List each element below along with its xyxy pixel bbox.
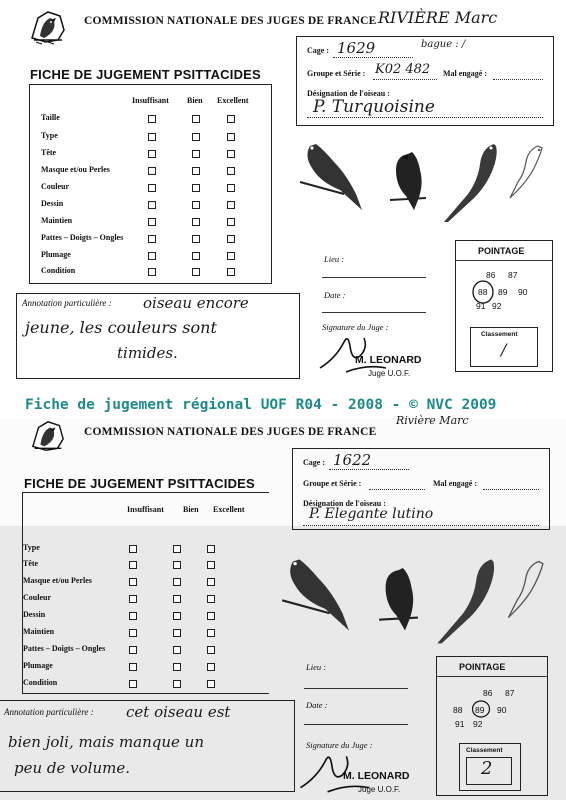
- cage-line: [333, 57, 413, 58]
- checkbox-insuffisant[interactable]: [148, 115, 156, 123]
- score-88[interactable]: 88: [453, 705, 463, 715]
- checkbox-excellent[interactable]: [207, 595, 215, 603]
- criterion-label: Pattes – Doigts – Ongles: [23, 644, 106, 653]
- checkbox-excellent[interactable]: [227, 133, 235, 141]
- checkbox-excellent[interactable]: [207, 545, 215, 553]
- parrot-illustrations: [280, 548, 558, 644]
- checkbox-bien[interactable]: [173, 595, 181, 603]
- checkbox-excellent[interactable]: [207, 561, 215, 569]
- checkbox-insuffisant[interactable]: [148, 268, 156, 276]
- checkbox-bien[interactable]: [192, 184, 200, 192]
- criteria-table: [29, 84, 272, 284]
- criterion-label: Masque et/ou Perles: [41, 165, 110, 174]
- checkbox-excellent[interactable]: [227, 184, 235, 192]
- column-excellent: Excellent: [217, 96, 249, 105]
- judge-name-handwritten: RIVIÈRE Marc: [378, 8, 498, 27]
- score-88[interactable]: 88: [478, 287, 488, 297]
- criterion-label: Type: [23, 543, 40, 552]
- score-89[interactable]: 89: [475, 705, 485, 715]
- criterion-label: Dessin: [23, 610, 46, 619]
- checkbox-insuffisant[interactable]: [129, 578, 137, 586]
- checkbox-bien[interactable]: [173, 612, 181, 620]
- form-title: FICHE DE JUGEMENT PSITTACIDES: [30, 67, 261, 82]
- annotation-line-1[interactable]: cet oiseau est: [126, 703, 231, 721]
- ringneck-parakeet-icon: [437, 559, 494, 643]
- groupe-value[interactable]: K02 482: [375, 62, 431, 77]
- cage-label: Cage :: [303, 458, 325, 467]
- checkbox-bien[interactable]: [192, 133, 200, 141]
- checkbox-excellent[interactable]: [207, 578, 215, 586]
- checkbox-excellent[interactable]: [207, 646, 215, 654]
- groupe-label: Groupe et Série :: [307, 69, 366, 78]
- column-bien: Bien: [183, 505, 199, 514]
- designation-line: [303, 525, 539, 526]
- score-circle-mark-icon: [470, 277, 496, 305]
- annotation-box: [0, 700, 295, 792]
- checkbox-insuffisant[interactable]: [129, 663, 137, 671]
- checkbox-insuffisant[interactable]: [129, 646, 137, 654]
- checkbox-insuffisant[interactable]: [148, 133, 156, 141]
- criteria-table: [22, 492, 269, 694]
- caption-banner: Fiche de jugement régional UOF R04 - 2008 - © NVC 2009: [25, 397, 497, 413]
- checkbox-excellent[interactable]: [227, 252, 235, 260]
- checkbox-bien[interactable]: [192, 252, 200, 260]
- score-92[interactable]: 92: [492, 301, 502, 311]
- date-label: Date :: [306, 700, 328, 710]
- mal-engage-label: Mal engagé :: [443, 69, 487, 78]
- cage-value[interactable]: 1629: [337, 39, 376, 57]
- form-title: FICHE DE JUGEMENT PSITTACIDES: [24, 476, 255, 491]
- checkbox-bien[interactable]: [192, 218, 200, 226]
- mal-engage-label: Mal engagé :: [433, 479, 477, 488]
- score-86[interactable]: 86: [486, 270, 496, 280]
- judge-stamp-name: M. LEONARD: [355, 354, 422, 366]
- checkbox-excellent[interactable]: [227, 201, 235, 209]
- annotation-line-2[interactable]: jeune, les couleurs sont: [25, 318, 217, 337]
- pointage-title: POINTAGE: [478, 246, 525, 256]
- checkbox-bien[interactable]: [173, 578, 181, 586]
- signature-label: Signature du Juge :: [306, 740, 373, 750]
- designation-line: [307, 117, 543, 118]
- annotation-line-3[interactable]: timides.: [117, 344, 178, 362]
- checkbox-excellent[interactable]: [227, 218, 235, 226]
- ringneck-parakeet-icon: [444, 144, 497, 222]
- criterion-label: Maintien: [23, 627, 55, 636]
- checkbox-bien[interactable]: [192, 201, 200, 209]
- annotation-line-1[interactable]: oiseau encore: [143, 294, 249, 312]
- classement-value[interactable]: 2: [481, 758, 493, 779]
- annotation-line-2[interactable]: bien joli, mais manque un: [8, 733, 205, 751]
- designation-label: Désignation de l'oiseau :: [303, 499, 386, 508]
- pointage-box: [455, 240, 553, 372]
- checkbox-bien[interactable]: [192, 115, 200, 123]
- criterion-label: Pattes – Doigts – Ongles: [41, 233, 124, 242]
- parakeet-icon: [390, 152, 426, 210]
- annotation-box: [16, 293, 300, 379]
- pointage-title: POINTAGE: [459, 662, 506, 672]
- date-line: [304, 724, 408, 725]
- checkbox-insuffisant[interactable]: [148, 150, 156, 158]
- annotation-line-3[interactable]: peu de volume.: [14, 759, 130, 777]
- score-86[interactable]: 86: [483, 688, 493, 698]
- emblem-bird-logo-icon: [28, 418, 68, 454]
- score-91[interactable]: 91: [476, 301, 486, 311]
- criterion-label: Couleur: [23, 593, 51, 602]
- checkbox-excellent[interactable]: [207, 663, 215, 671]
- classement-value-box: [466, 757, 512, 785]
- score-90[interactable]: 90: [497, 705, 507, 715]
- column-insuffisant: Insuffisant: [132, 96, 169, 105]
- lieu-line: [322, 277, 426, 278]
- score-90[interactable]: 90: [518, 287, 528, 297]
- checkbox-excellent[interactable]: [227, 268, 235, 276]
- checkbox-insuffisant[interactable]: [148, 201, 156, 209]
- criterion-label: Tête: [23, 559, 39, 568]
- judge-stamp-title: Juge U.O.F.: [368, 369, 411, 378]
- designation-label: Désignation de l'oiseau :: [307, 89, 390, 98]
- checkbox-insuffisant[interactable]: [129, 612, 137, 620]
- commission-header: COMMISSION NATIONALE DES JUGES DE FRANCE: [84, 15, 377, 27]
- lieu-label: Lieu :: [306, 662, 327, 672]
- mal-engage-line: [493, 79, 543, 80]
- checkbox-bien[interactable]: [192, 268, 200, 276]
- pointage-divider: [456, 260, 552, 261]
- classement-label: Classement: [466, 747, 503, 754]
- parrot-illustrations: [298, 134, 556, 222]
- checkbox-insuffisant[interactable]: [129, 680, 137, 688]
- checkbox-excellent[interactable]: [227, 150, 235, 158]
- lutino-parakeet-icon: [508, 562, 542, 618]
- classement-box: [459, 743, 521, 791]
- checkbox-insuffisant[interactable]: [148, 167, 156, 175]
- checkbox-bien[interactable]: [192, 235, 200, 243]
- checkbox-insuffisant[interactable]: [129, 545, 137, 553]
- score-87[interactable]: 87: [505, 688, 515, 698]
- criterion-label: Plumage: [23, 661, 53, 670]
- classement-value[interactable]: /: [501, 340, 507, 359]
- cage-info-box: [296, 36, 554, 126]
- score-circle-mark-icon: [471, 699, 491, 719]
- checkbox-bien[interactable]: [173, 646, 181, 654]
- checkbox-insuffisant[interactable]: [129, 629, 137, 637]
- checkbox-bien[interactable]: [173, 545, 181, 553]
- checkbox-bien[interactable]: [173, 561, 181, 569]
- groupe-line: [369, 489, 425, 490]
- checkbox-insuffisant[interactable]: [148, 235, 156, 243]
- criterion-label: Masque et/ou Perles: [23, 576, 92, 585]
- classement-label: Classement: [481, 331, 518, 338]
- checkbox-excellent[interactable]: [227, 167, 235, 175]
- criterion-label: Maintien: [41, 216, 73, 225]
- pointage-box: [436, 656, 548, 796]
- commission-header: COMMISSION NATIONALE DES JUGES DE FRANCE: [84, 426, 377, 438]
- emblem-bird-logo-icon: [28, 8, 68, 46]
- mal-engage-line: [483, 489, 539, 490]
- column-excellent: Excellent: [213, 505, 245, 514]
- groupe-label: Groupe et Série :: [303, 479, 362, 488]
- cage-info-box: [292, 448, 550, 530]
- score-89[interactable]: 89: [498, 287, 508, 297]
- lutino-parakeet-icon: [510, 146, 542, 198]
- lieu-line: [304, 688, 408, 689]
- checkbox-excellent[interactable]: [227, 115, 235, 123]
- checkbox-insuffisant[interactable]: [148, 252, 156, 260]
- criterion-label: Tête: [41, 148, 57, 157]
- cage-label: Cage :: [307, 46, 329, 55]
- annotation-label: Annotation particulière :: [22, 298, 112, 308]
- cage-line: [329, 469, 409, 470]
- cage-value[interactable]: 1622: [333, 451, 372, 469]
- criterion-label: Dessin: [41, 199, 64, 208]
- checkbox-bien[interactable]: [173, 680, 181, 688]
- budgerigar-icon: [300, 144, 362, 210]
- checkbox-insuffisant[interactable]: [129, 561, 137, 569]
- lieu-label: Lieu :: [324, 254, 345, 264]
- checkbox-excellent[interactable]: [207, 612, 215, 620]
- checkbox-insuffisant[interactable]: [148, 218, 156, 226]
- judge-stamp-title: Juge U.O.F.: [358, 785, 401, 794]
- column-bien: Bien: [187, 96, 203, 105]
- date-line: [322, 312, 426, 313]
- checkbox-bien[interactable]: [192, 150, 200, 158]
- budgerigar-icon: [282, 559, 349, 630]
- classement-box: [470, 327, 538, 367]
- groupe-line: [373, 79, 437, 80]
- pointage-divider: [437, 676, 547, 677]
- parakeet-icon: [379, 568, 418, 630]
- criterion-label: Condition: [23, 678, 58, 687]
- checkbox-bien[interactable]: [192, 167, 200, 175]
- checkbox-insuffisant[interactable]: [129, 595, 137, 603]
- criterion-label: Taille: [41, 113, 60, 122]
- judge-stamp-name: M. LEONARD: [343, 770, 410, 782]
- checkbox-excellent[interactable]: [207, 629, 215, 637]
- bague-value: bague : /: [421, 39, 466, 50]
- checkbox-bien[interactable]: [173, 663, 181, 671]
- date-label: Date :: [324, 290, 346, 300]
- score-92[interactable]: 92: [473, 719, 483, 729]
- criterion-label: Couleur: [41, 182, 69, 191]
- column-insuffisant: Insuffisant: [127, 505, 164, 514]
- checkbox-insuffisant[interactable]: [148, 184, 156, 192]
- designation-value[interactable]: P. Elegante lutino: [309, 506, 434, 522]
- checkbox-excellent[interactable]: [207, 680, 215, 688]
- score-87[interactable]: 87: [508, 270, 518, 280]
- checkbox-bien[interactable]: [173, 629, 181, 637]
- criterion-label: Type: [41, 131, 58, 140]
- criterion-label: Plumage: [41, 250, 71, 259]
- criterion-label: Condition: [41, 266, 76, 275]
- checkbox-excellent[interactable]: [227, 235, 235, 243]
- annotation-label: Annotation particulière :: [4, 707, 94, 717]
- judge-name-handwritten: Rivière Marc: [396, 414, 469, 427]
- designation-value[interactable]: P. Turquoisine: [313, 97, 435, 117]
- signature-label: Signature du Juge :: [322, 322, 389, 332]
- score-91[interactable]: 91: [455, 719, 465, 729]
